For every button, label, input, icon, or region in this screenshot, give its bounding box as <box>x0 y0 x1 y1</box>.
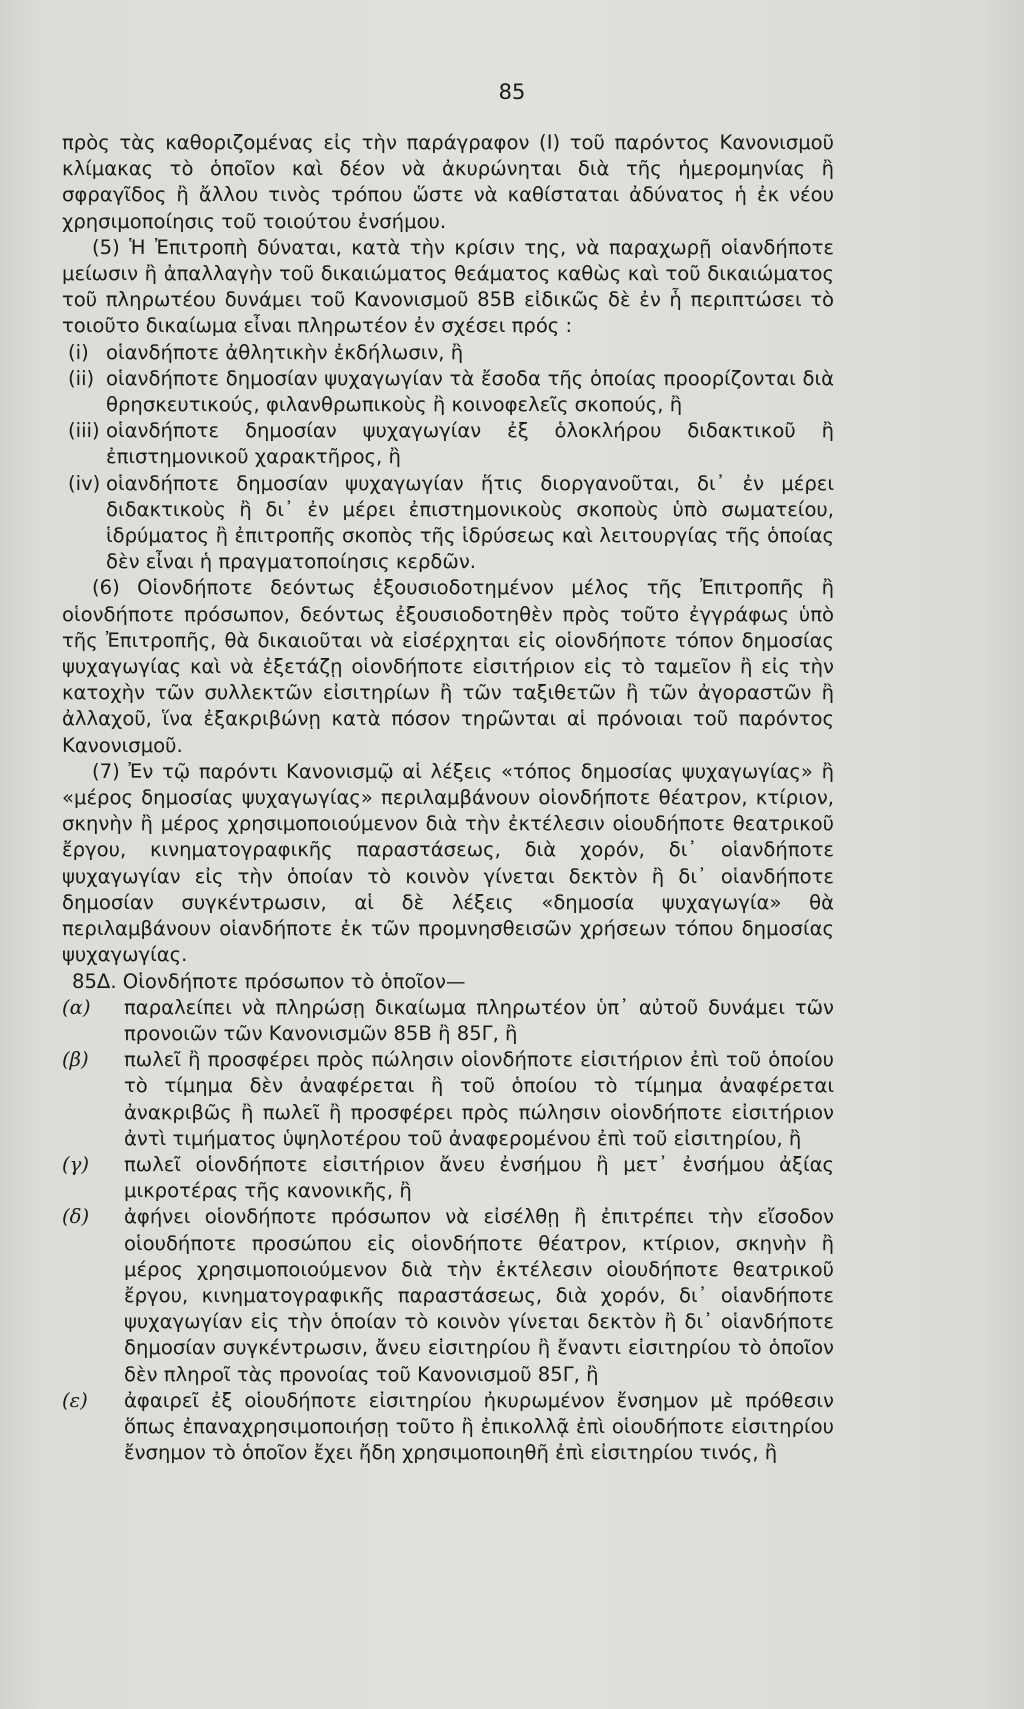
list-item <box>68 471 834 576</box>
section-85d-list <box>62 995 834 1467</box>
page-body <box>62 130 834 1466</box>
item-label: (iii) <box>68 419 100 443</box>
list-item <box>62 1388 834 1467</box>
item-text: πωλεῖ οἱονδήποτε εἰσιτήριον ἄνευ ἐνσήμου ἢ μετ᾽ ἐνσήμου ἀξίας μικροτέρας τῆς κανονικῆς, ἢ <box>124 1152 834 1203</box>
list-item <box>62 1152 834 1204</box>
section-85d-heading: 85Δ. Οἱονδήποτε πρόσωπον τὸ ὁποῖον— <box>72 969 466 993</box>
item-label: (ii) <box>68 366 95 390</box>
item-text: ἀφήνει οἱονδήποτε πρόσωπον νὰ εἰσέλθῃ ἢ ἐπιτρέπει τὴν εἴσοδον οἱουδήποτε προσώπου εἰς οἱονδήποτε θέατρον, κτίριον, σκηνὴν ἢ μέρος χρησιμοποιούμενον διὰ τὴν ἐκτέλεσιν οἱουδήποτε θεατρικοῦ ἔργου, κινηματογραφικῆς παραστάσεως, διὰ χορόν, δι᾽ οἱανδήποτε ψυχαγωγίαν εἰς τὴν ὁποίαν τὸ κοινὸν γίνεται δεκτὸν ἢ δι᾽ οἱανδήποτε δημοσίαν συγκέντρωσιν, ἄνευ εἰσιτηρίου ἢ ἔναντι εἰσιτηρίου τὸ ὁποῖον δὲν πληροῖ τὰς προνοίας τοῦ Κανονισμοῦ 85Γ, ἢ <box>124 1205 834 1386</box>
paragraph-5: (5) Ἡ Ἐπιτροπὴ δύναται, κατὰ τὴν κρίσιν της, νὰ παραχωρῇ οἱανδήποτε μείωσιν ἢ ἀπαλλαγὴν τοῦ δικαιώματος θεάματος καθὼς καὶ τοῦ δικαιώματος τοῦ πληρωτέου δυνάμει τοῦ Κανονισμοῦ 85Β εἰδικῶς δὲ ἐν ἧ περιπτώσει τὸ τοιοῦτο δικαίωμα εἶναι πληρωτέον ἐν σχέσει πρός : <box>62 235 834 338</box>
item-label: (ε) <box>62 1388 88 1412</box>
intro-paragraph: πρὸς τὰς καθοριζομένας εἰς τὴν παράγραφον (Ι) τοῦ παρόντος Κανονισμοῦ κλίμακας τὸ ὁποῖον καὶ δέον νὰ ἀκυρώνηται διὰ τῆς ἡμερομηνίας ἢ σφραγῖδος ἢ ἄλλου τινὸς τρόπου ὥστε νὰ καθίσταται ἀδύνατος ἡ ἐκ νέου χρησιμοποίησις τοῦ τοιούτου ἐνσήμου. <box>62 131 834 233</box>
item-text: παραλείπει νὰ πληρώσῃ δικαίωμα πληρωτέον ὑπ᾽ αὐτοῦ δυνάμει τῶν προνοιῶν τῶν Κανονισμῶν 85Β ἢ 85Γ, ἢ <box>124 995 834 1045</box>
item-text: οἱανδήποτε δημοσίαν ψυχαγωγίαν ἐξ ὁλοκλήρου διδακτικοῦ ἢ ἐπιστημονικοῦ χαρακτῆρος, ἢ <box>106 419 834 469</box>
item-label: (δ) <box>62 1205 90 1229</box>
item-text: οἱανδήποτε δημοσίαν ψυχαγωγίαν τὰ ἔσοδα τῆς ὁποίας προορίζονται διὰ θρησκευτικούς, φιλανθρωπικοὺς ἢ κοινοφελεῖς σκοπούς, ἢ <box>106 366 834 417</box>
list-item <box>68 366 834 418</box>
item-text: οἱανδήποτε ἀθλητικὴν ἐκδήλωσιν, ἢ <box>106 340 464 364</box>
page-number: 85 <box>498 80 526 104</box>
item-label: (β) <box>62 1048 89 1072</box>
item-text: οἱανδήποτε δημοσίαν ψυχαγωγίαν ἥτις διοργανοῦται, δι᾽ ἐν μέρει διδακτικοὺς ἢ δι᾽ ἐν μέρει ἐπιστημονικοὺς σκοποὺς ὑπὸ σωματείου, ἱδρύματος ἢ ἐπιτροπῆς σκοπὸς τῆς ἱδρύσεως καὶ λειτουργίας τῆς ὁποίας δὲν εἶναι ἡ πραγματοποίησις κερδῶν. <box>106 471 834 574</box>
item-text: ἀφαιρεῖ ἐξ οἱουδήποτε εἰσιτηρίου ἠκυρωμένον ἔνσημον μὲ πρόθεσιν ὅπως ἐπαναχρησιμοποιήσῃ τοῦτο ἢ ἐπικολλᾷ ἐπὶ οἱουδήποτε εἰσιτηρίου ἔνσημον τὸ ὁποῖον ἔχει ἤδη χρησιμοποιηθῆ ἐπὶ εἰσιτηρίου τινός, ἢ <box>124 1388 834 1465</box>
paragraph-6: (6) Οἱονδήποτε δεόντως ἐξουσιοδοτημένον μέλος τῆς Ἐπιτροπῆς ἢ οἱονδήποτε πρόσωπον, δεόντως ἐξουσιοδοτηθὲν πρὸς τοῦτο ἐγγράφως ὑπὸ τῆς Ἐπιτροπῆς, θὰ δικαιοῦται νὰ εἰσέρχηται εἰς οἱονδήποτε τόπον δημοσίας ψυχαγωγίας καὶ νὰ ἐξετάζῃ οἱονδήποτε εἰσιτήριον εἰς τὸ ταμεῖον ἢ εἰς τὴν κατοχὴν τῶν συλλεκτῶν εἰσιτηρίων ἢ τῶν ταξιθετῶν ἢ τῶν ἀγοραστῶν ἢ ἀλλαχοῦ, ἵνα ἐξακριβώνῃ κατὰ πόσον τηρῶνται αἱ πρόνοιαι τοῦ παρόντος Κανονισμοῦ. <box>62 576 834 757</box>
item-label: (α) <box>62 995 91 1019</box>
paragraph-7: (7) Ἐν τῷ παρόντι Κανονισμῷ αἱ λέξεις «τόπος δημοσίας ψυχαγωγίας» ἢ «μέρος δημοσίας ψυχαγωγίας» περιλαμβάνουν οἱονδήποτε θέατρον, κτίριον, σκηνὴν ἢ μέρος χρησιμοποιούμενον διὰ τὴν ἐκτέλεσιν οἱουδήποτε θεατρικοῦ ἔργου, κινηματογραφικῆς παραστάσεως, διὰ χορόν, δι᾽ οἱανδήποτε ψυχαγωγίαν εἰς τὴν ὁποίαν τὸ κοινὸν γίνεται δεκτὸν ἢ δι᾽ οἱανδήποτε δημοσίαν συγκέντρωσιν, αἱ δὲ λέξεις «δημοσία ψυχαγωγία» θὰ περιλαμβάνουν οἱανδήποτε ἐκ τῶν προμνησθεισῶν χρήσεων τόπου δημοσίας ψυχαγωγίας. <box>62 759 834 967</box>
item-text: πωλεῖ ἢ προσφέρει πρὸς πώλησιν οἱονδήποτε εἰσιτήριον ἐπὶ τοῦ ὁποίου τὸ τίμημα δὲν ἀναφέρεται ἢ τοῦ ὁποίου τὸ τίμημα ἀναφέρεται ἀνακριβῶς ἢ πωλεῖ ἢ προσφέρει πρὸς πώλησιν οἱονδήποτε εἰσιτήριον ἀντὶ τιμήματος ὑψηλοτέρου τοῦ ἀναφερομένου ἐπὶ τοῦ εἰσιτηρίου, ἢ <box>124 1048 834 1150</box>
list-item <box>62 1204 834 1387</box>
list-item <box>62 1047 834 1152</box>
list-item <box>68 418 834 470</box>
list-item <box>62 995 834 1047</box>
item-label: (iv) <box>68 471 101 495</box>
item-label: (γ) <box>62 1152 89 1176</box>
paragraph-5-list <box>68 340 834 576</box>
item-label: (i) <box>68 340 89 364</box>
list-item <box>68 340 834 366</box>
